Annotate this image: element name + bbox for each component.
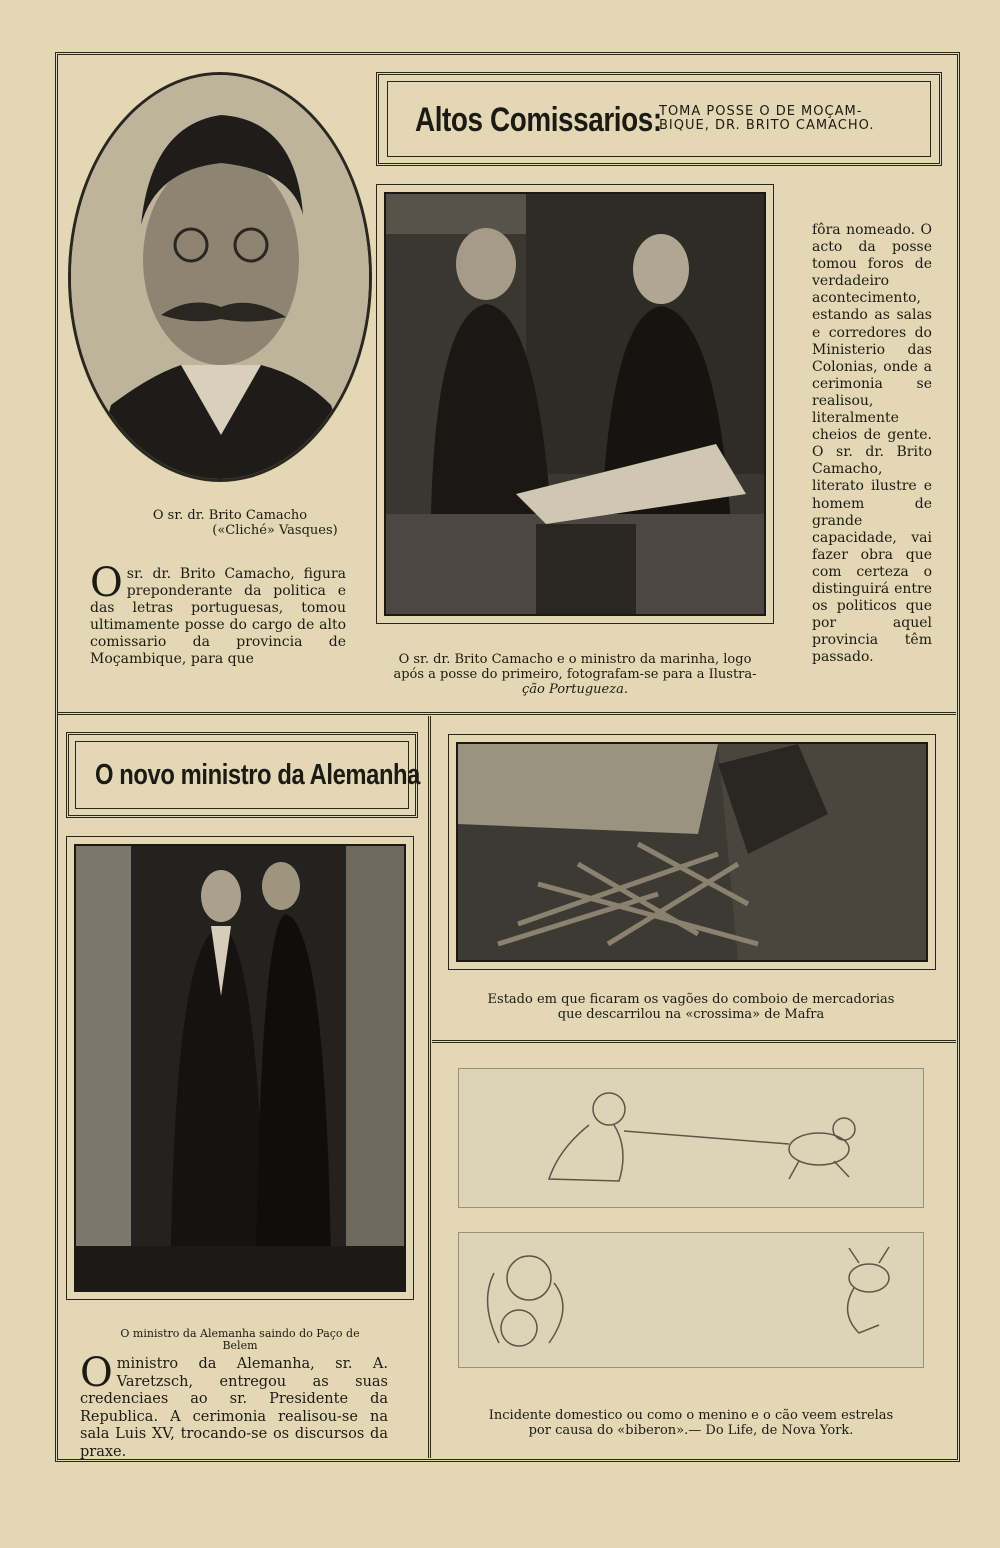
portrait-caption-line1: O sr. dr. Brito Camacho	[152, 508, 308, 523]
article4-caption-line2: por causa do «biberon».— Do Life, de Nova York.	[528, 1423, 854, 1438]
article1-subtitle-line2: BIQUE, DR. BRITO CAMACHO.	[659, 118, 875, 133]
article2-title: O novo ministro da Alemanha	[95, 759, 420, 791]
article2-body	[80, 1350, 388, 1461]
cartoon-panel-2	[458, 1232, 924, 1368]
article1-photo	[384, 192, 766, 616]
article1-title-box	[376, 72, 942, 166]
article1-body-left-text: sr. dr. Brito Camacho, figura preponderante da politica e das letras portuguesas, tomou ultimamente posse do cargo de alto comissario da provincia de Moçambique, para que	[90, 566, 346, 667]
portrait-caption	[110, 508, 350, 538]
section-divider-top	[58, 712, 956, 715]
article1-body-right	[812, 222, 932, 666]
article2-body-text: ministro da Alemanha, sr. A. Varetzsch, entregou as suas credenciaes ao sr. Presidente da Republica. A cerimonia realisou-se na sala Luis XV, trocando-se os discursos da praxe.	[80, 1356, 388, 1460]
article1-title: Altos Comissarios:	[415, 101, 662, 139]
article4-caption-line1: Incidente domestico ou como o menino e o cão veem estrelas	[488, 1408, 894, 1423]
column-divider-lower	[428, 716, 431, 1458]
article2-photo	[74, 844, 406, 1292]
article3-caption-line2: que descarrilou na «crossima» de Mafra	[557, 1007, 825, 1022]
article2-title-box	[66, 732, 418, 818]
article1-body-left	[90, 560, 346, 668]
article1-photo-caption	[360, 652, 790, 697]
article1-photo-caption-line3: ção Portugueza.	[522, 682, 628, 697]
article1-subtitle	[659, 105, 874, 133]
dropcap: O	[90, 560, 123, 606]
article3-caption	[446, 992, 936, 1022]
article1-photo-caption-line2: após a posse do primeiro, fotografam-se para a Ilustra-	[393, 667, 757, 682]
article1-subtitle-line1: TOMA POSSE O DE MOÇAM-	[659, 104, 863, 119]
article1-body-right-text: fôra nomeado. O acto da posse tomou foros de verdadeiro acontecimento, estando as salas e corredores do Ministerio das Colonias, onde a cerimonia se realisou, literalmente cheios de gente. O sr. dr. Brito Camacho, literato ilustre e homem de grande capacidade, vai fazer obra que com certeza o distinguirá entre os politicos que por aquel provincia têm passado.	[812, 222, 932, 666]
article1-photo-caption-line1: O sr. dr. Brito Camacho e o ministro da marinha, logo	[398, 652, 752, 667]
dropcap: O	[80, 1350, 113, 1396]
article4-caption	[446, 1408, 936, 1438]
article2-photo-caption	[80, 1328, 400, 1352]
portrait-brito-camacho	[68, 72, 372, 482]
article2-photo-caption-line1: O ministro da Alemanha saindo do Paço de	[120, 1327, 360, 1340]
section-divider-right	[432, 1040, 956, 1043]
article2-photo-caption-line2: Belem	[222, 1339, 258, 1352]
article3-photo	[456, 742, 928, 962]
article3-caption-line1: Estado em que ficaram os vagões do comboio de mercadorias	[487, 992, 895, 1007]
cartoon-panel-1	[458, 1068, 924, 1208]
portrait-caption-line2: («Cliché» Vasques)	[212, 523, 338, 538]
